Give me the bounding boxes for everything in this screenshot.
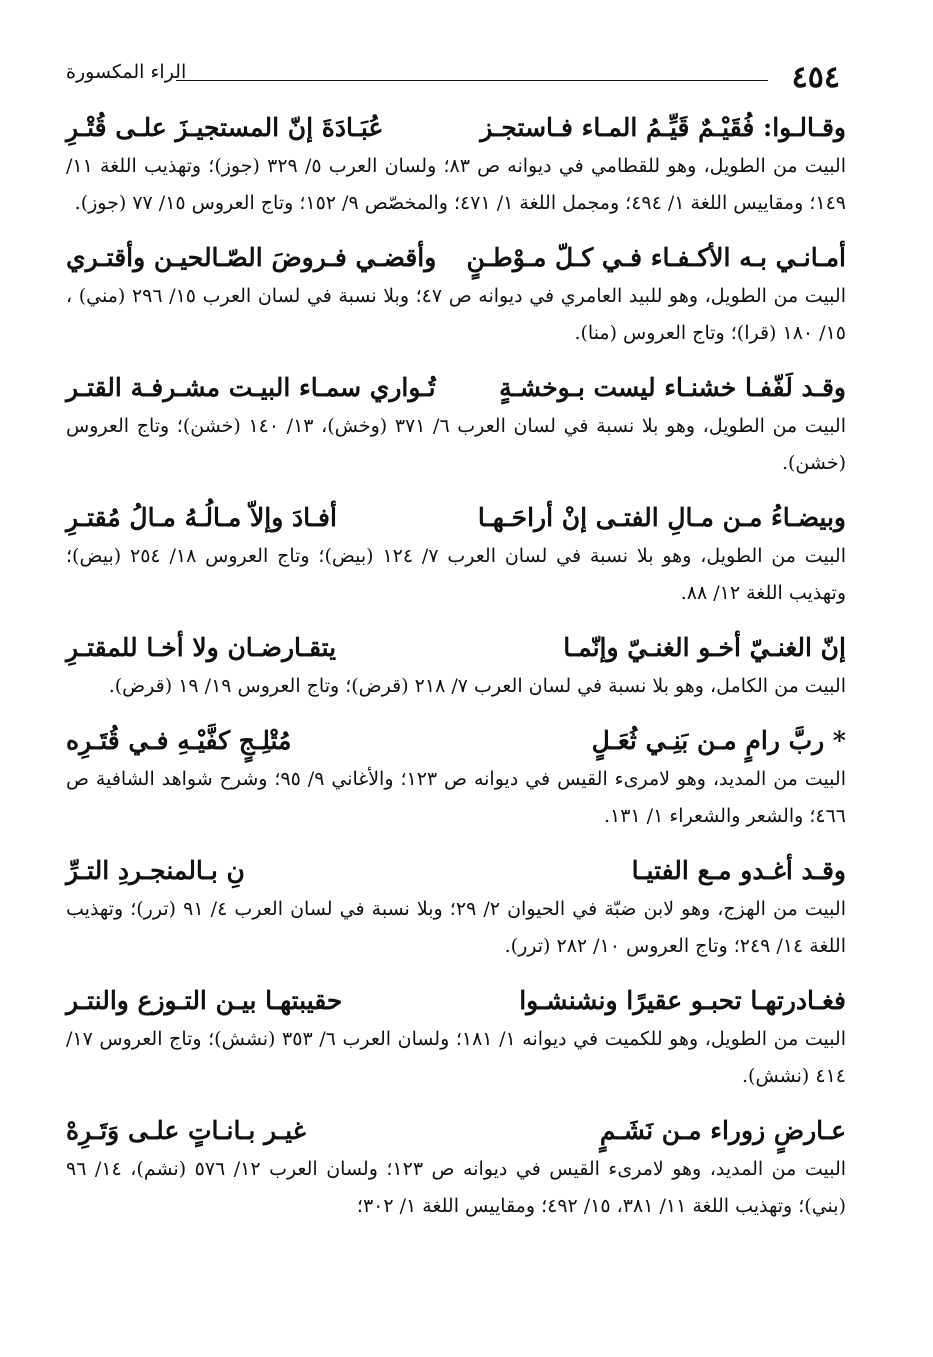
first-hemistich: وبيضـاءُ مـن مـالِ الفتـى إنْ أراحَـهـا [477, 503, 846, 532]
verse-entry [66, 108, 846, 222]
second-hemistich: تُـواري سمـاء البيـت مشـرفـة القتـر [66, 373, 436, 402]
verse-entry [66, 368, 846, 482]
second-hemistich: يتقـارضـان ولا أخـا للمقتـرِ [66, 633, 337, 662]
verse-entry [66, 721, 846, 835]
verse-entry [66, 981, 846, 1095]
header-rule [176, 80, 768, 81]
first-hemistich: فغـادرتهـا تحبـو عقيرًا ونشنشـوا [519, 986, 846, 1015]
verse-note: البيت من المديد، وهو لامرىء القيس في ديوانه ص ١٢٣؛ والأغاني ٩/ ٩٥؛ وشرح شواهد الشافية ص ٤٦٦؛ والشعر والشعراء ١/ ١٣١. [66, 768, 846, 827]
first-hemistich: إنّ الغنـيّ أخـو الغنـيّ وإنّمـا [563, 633, 846, 662]
verse-note: البيت من الهزج، وهو لابن ضبّة في الحيوان ٢/ ٢٩؛ وبلا نسبة في لسان العرب ٤/ ٩١ (ترر)؛ وتهذيب اللغة ١٤/ ٢٤٩؛ وتاج العروس ١٠/ ٢٨٢ (ترر). [66, 898, 846, 957]
running-title: الراء المكسورة [66, 61, 187, 83]
verse-line [66, 981, 846, 1021]
second-hemistich: حقيبتهـا بيـن التـوزع والنتـر [66, 986, 343, 1015]
verse-line [66, 1111, 846, 1151]
verse-entry [66, 238, 846, 352]
first-hemistich: أمـانـي بـه الأكـفـاء فـي كـلّ مـوْطـنٍ [466, 243, 846, 272]
verse-note: البيت من الكامل، وهو بلا نسبة في لسان العرب ٧/ ٢١٨ (قرض)؛ وتاج العروس ١٩/ ١٩ (قرض). [108, 675, 846, 697]
page-header [66, 58, 842, 98]
verse-note: البيت من الطويل، وهو للقطامي في ديوانه ص ٨٣؛ ولسان العرب ٥/ ٣٢٩ (جوز)؛ وتهذيب اللغة ١١/ ١٤٩؛ ومقاييس اللغة ١/ ٤٩٤؛ ومجمل اللغة ١/ ٤٧١؛ والمخصّص ٩/ ١٥٢؛ وتاج العروس ١٥/ ٧٧ (جوز). [66, 155, 846, 214]
verse-line [66, 721, 846, 761]
first-hemistich: وقـد لَفّفـا خشنـاء ليست بـوخشـةٍ [499, 373, 846, 402]
verse-note: البيت من المديد، وهو لامرىء القيس في ديوانه ص ١٢٣؛ ولسان العرب ١٢/ ٥٧٦ (نشم)، ١٤/ ٩٦ (بني)؛ وتهذيب اللغة ١١/ ٣٨١، ١٥/ ٤٩٢؛ ومقاييس اللغة ١/ ٣٠٢؛ [66, 1158, 847, 1217]
verse-line [66, 851, 846, 891]
verse-line [66, 498, 846, 538]
second-hemistich: وأقضـي فـروضَ الصّـالحيـن وأقتـري [66, 243, 437, 272]
verse-line [66, 238, 846, 278]
verse-line [66, 368, 846, 408]
verse-entry [66, 1111, 846, 1225]
second-hemistich: غيـر بـانـاتٍ علـى وَتَـرِهْ [66, 1116, 306, 1145]
second-hemistich: نِ بـالمنجـردِ التـرِّ [66, 856, 245, 885]
page-number: ٤٥٤ [791, 60, 840, 95]
first-hemistich: * ربَّ رامٍ مـن بَنِـي ثُعَـلٍ [591, 726, 846, 755]
verse-line [66, 628, 846, 668]
second-hemistich: مُتْلِـجٍ كفَّيْـهِ فـي قُتَـرِه [66, 726, 292, 755]
verse-note: البيت من الطويل، وهو للكميت في ديوانه ١/ ١٨١؛ ولسان العرب ٦/ ٣٥٣ (نشش)؛ وتاج العروس ١٧/ ٤١٤ (نشش). [66, 1028, 847, 1087]
first-hemistich: وقـالـوا: فُقَيْـمٌ قَيِّـمُ المـاء فـاستجـز [480, 113, 846, 142]
verse-note: البيت من الطويل، وهو بلا نسبة في لسان العرب ٧/ ١٢٤ (بيض)؛ وتاج العروس ١٨/ ٢٥٤ (بيض)؛ وتهذيب اللغة ١٢/ ٨٨. [66, 545, 846, 604]
verse-entries [66, 108, 846, 1241]
second-hemistich: أفـادَ وإلاّ مـالُـهُ مـالُ مُقتـرِ [66, 503, 337, 532]
verse-entry [66, 498, 846, 612]
second-hemistich: عُبَـادَةَ إنّ المستجيـزَ علـى قُتْـرِ [66, 113, 384, 142]
verse-line [66, 108, 846, 148]
verse-entry [66, 628, 846, 705]
verse-entry [66, 851, 846, 965]
verse-note: البيت من الطويل، وهو للبيد العامري في ديوانه ص ٤٧؛ وبلا نسبة في لسان العرب ١٥/ ٢٩٦ (مني) ، ١٥/ ١٨٠ (قرا)؛ وتاج العروس (منا). [66, 285, 846, 344]
first-hemistich: وقـد أغـدو مـع الفتيـا [631, 856, 846, 885]
verse-note: البيت من الطويل، وهو بلا نسبة في لسان العرب ٦/ ٣٧١ (وخش)، ١٣/ ١٤٠ (خشن)؛ وتاج العروس (خشن). [66, 415, 846, 474]
first-hemistich: عـارضٍ زوراء مـن نَشَـمٍ [599, 1116, 846, 1145]
